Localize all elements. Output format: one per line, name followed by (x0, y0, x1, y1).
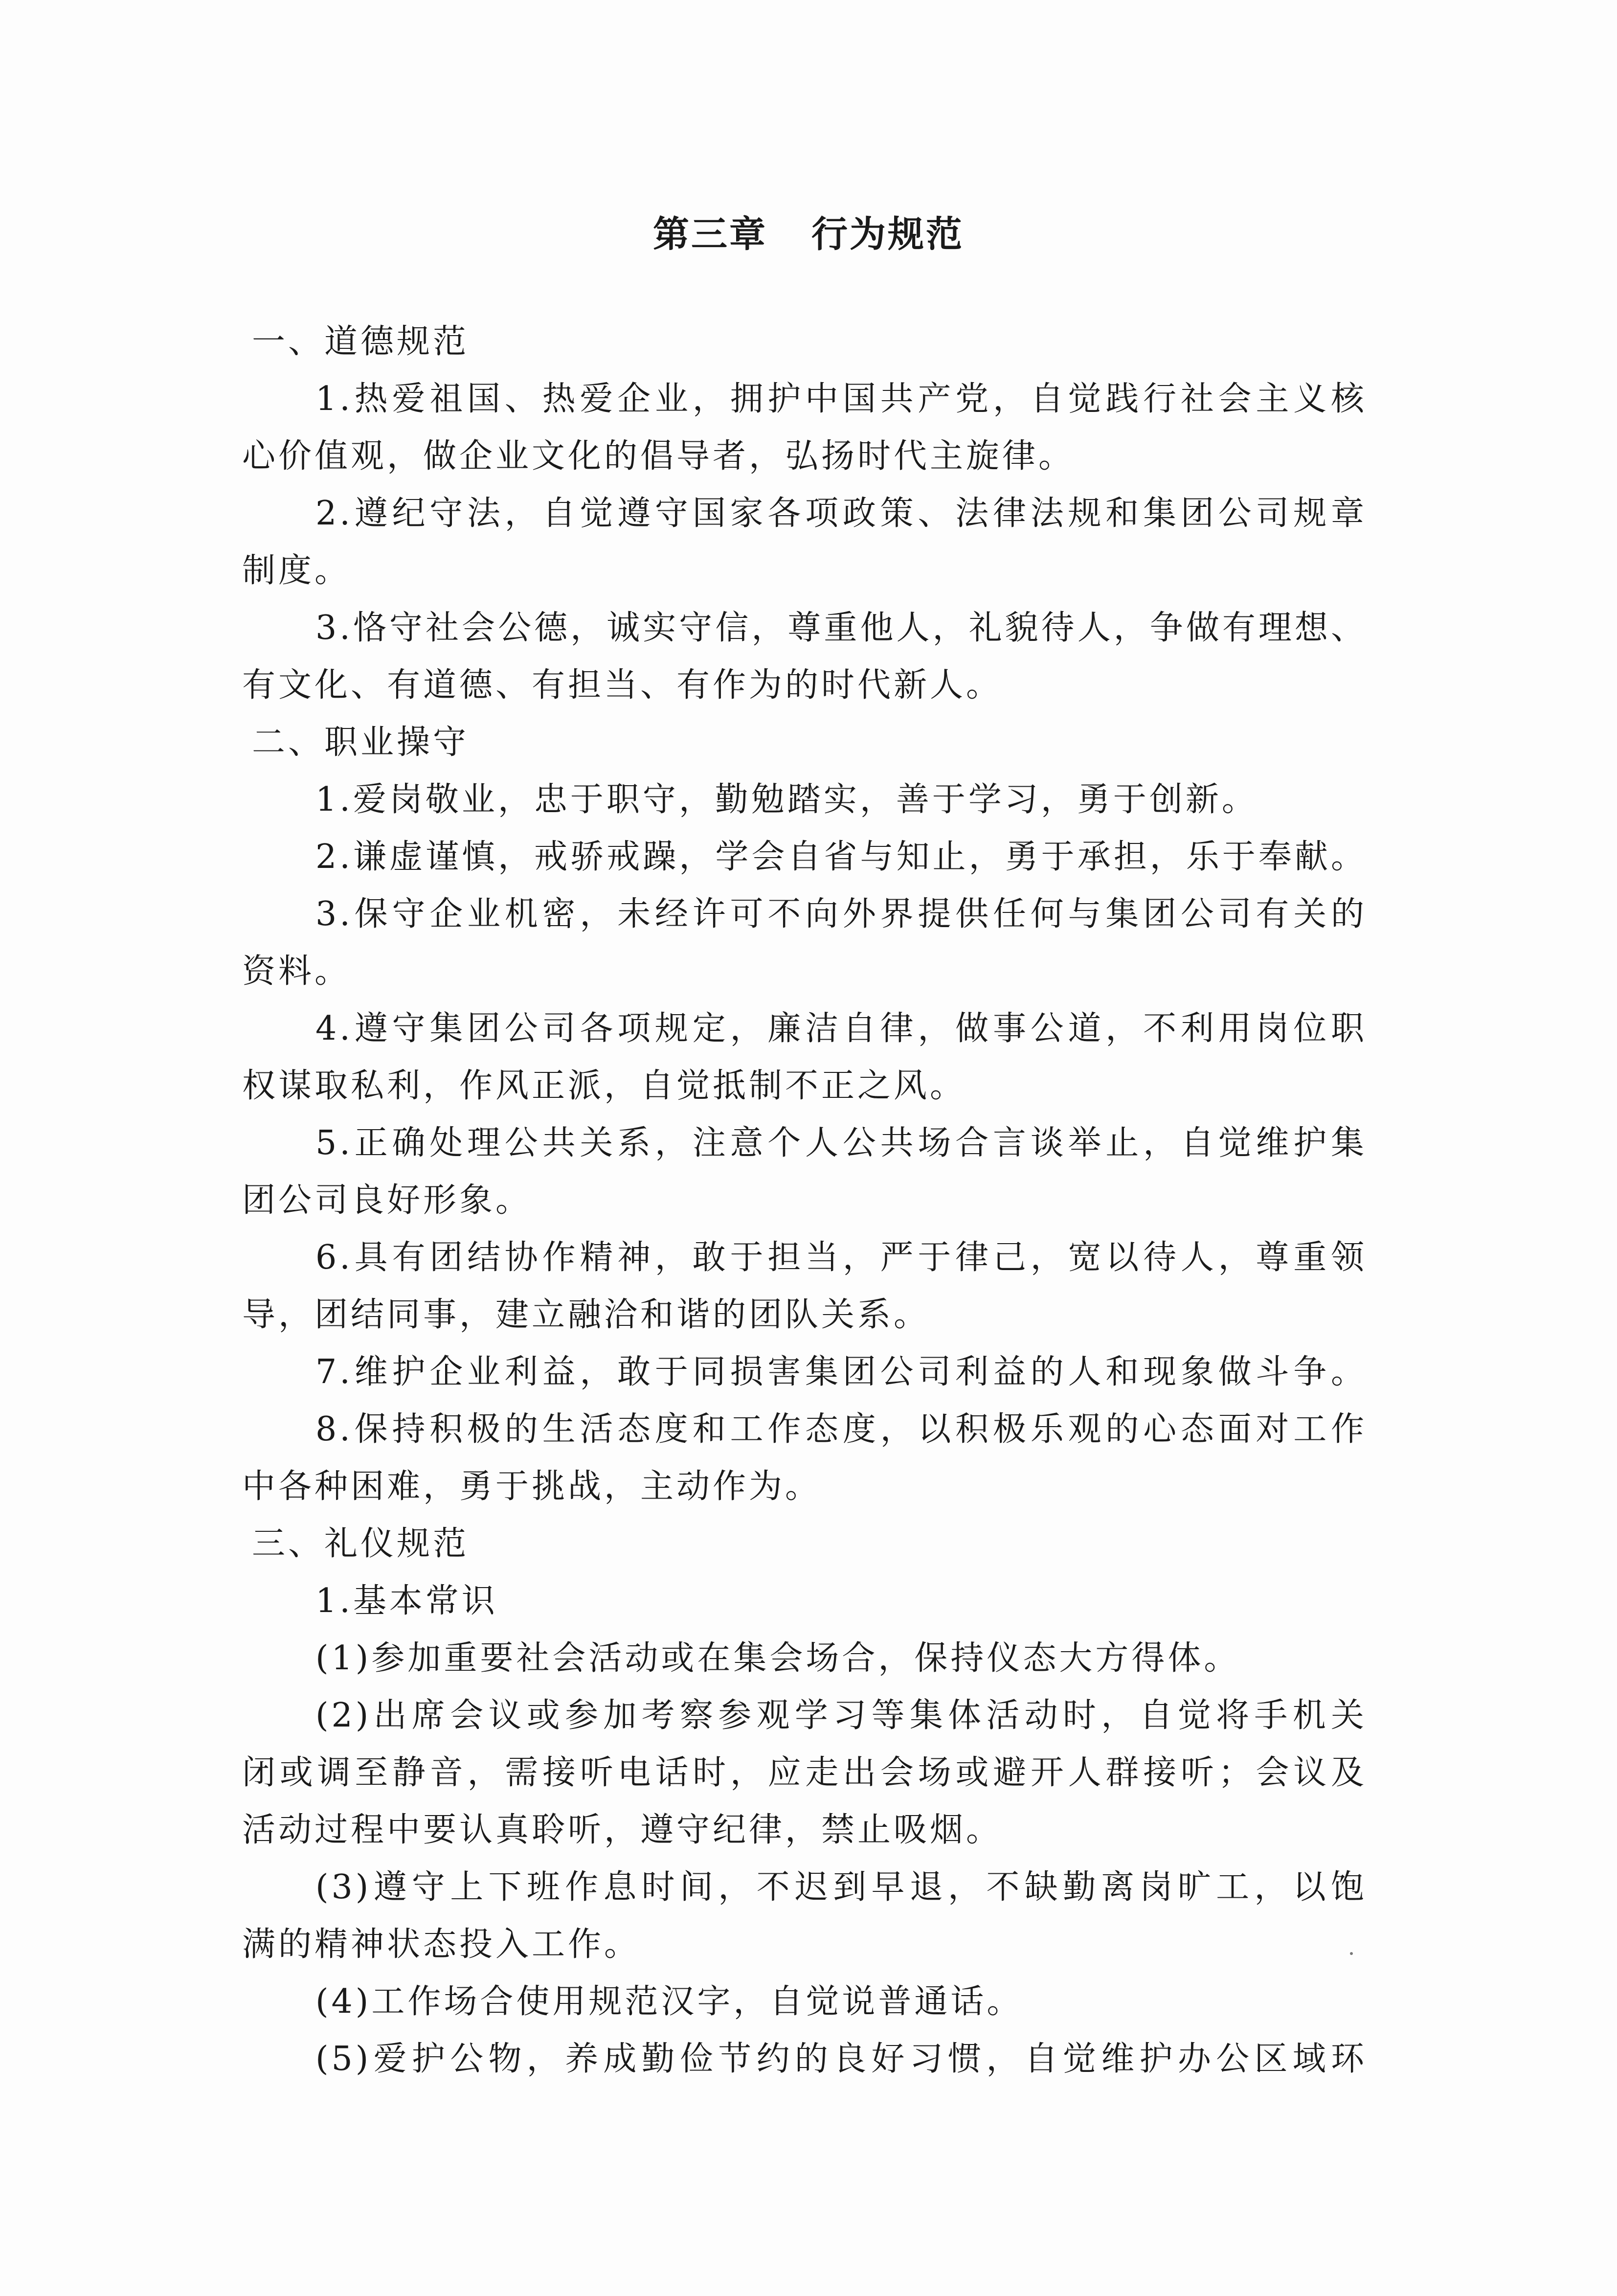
paragraph-line: 导，团结同事，建立融洽和谐的团队关系。 (242, 1296, 930, 1334)
paragraph-line: 制度。 (242, 551, 351, 590)
chapter-title (0, 205, 1617, 257)
section-heading-etiquette: 三、礼仪规范 (252, 1524, 470, 1563)
paragraph-line: 2.遵纪守法，自觉遵守国家各项政策、法律法规和集团公司规章 (315, 494, 1367, 533)
paragraph-line: 3.保守企业机密，未经许可不向外界提供任何与集团公司有关的 (315, 895, 1367, 933)
section-heading-professional: 二、职业操守 (252, 723, 470, 762)
subsection-heading: 1.基本常识 (315, 1582, 498, 1620)
paragraph-line: 1.爱岗敬业，忠于职守，勤勉踏实，善于学习，勇于创新。 (315, 780, 1258, 819)
paragraph-line: 2.谦虚谨慎，戒骄戒躁，学会自省与知止，勇于承担，乐于奉献。 (315, 838, 1367, 876)
paragraph-line: (4)工作场合使用规范汉字，自觉说普通话。 (315, 1982, 1023, 2021)
paragraph-line: 闭或调至静音，需接听电话时，应走出会场或避开人群接听；会议及 (242, 1753, 1367, 1792)
paragraph-line: 团公司良好形象。 (242, 1181, 532, 1220)
paragraph-line: 资料。 (242, 952, 351, 991)
chapter-name: 行为规范 (811, 213, 964, 255)
chapter-number: 第三章 (653, 213, 767, 255)
scan-speck (1350, 1952, 1353, 1955)
paragraph-line: 有文化、有道德、有担当、有作为的时代新人。 (242, 666, 1003, 705)
paragraph-line: (2)出席会议或参加考察参观学习等集体活动时，自觉将手机关 (315, 1696, 1367, 1735)
paragraph-line: 满的精神状态投入工作。 (242, 1925, 641, 1964)
document-body (242, 313, 1367, 2088)
paragraph-line: 活动过程中要认真聆听，遵守纪律，禁止吸烟。 (242, 1811, 1003, 1849)
paragraph-line: (3)遵守上下班作息时间，不迟到早退，不缺勤离岗旷工，以饱 (315, 1868, 1367, 1907)
paragraph-line: 中各种困难，勇于挑战，主动作为。 (242, 1467, 822, 1506)
paragraph-line: 权谋取私利，作风正派，自觉抵制不正之风。 (242, 1067, 966, 1105)
paragraph-line: 心价值观，做企业文化的倡导者，弘扬时代主旋律。 (242, 437, 1075, 476)
section-heading-ethics: 一、道德规范 (252, 322, 470, 361)
paragraph-line: 3.恪守社会公德，诚实守信，尊重他人，礼貌待人，争做有理想、 (315, 609, 1367, 647)
paragraph-line: 8.保持积极的生活态度和工作态度，以积极乐观的心态面对工作 (315, 1410, 1367, 1449)
paragraph-line: 7.维护企业利益，敢于同损害集团公司利益的人和现象做斗争。 (315, 1353, 1367, 1391)
paragraph-line: 4.遵守集团公司各项规定，廉洁自律，做事公道，不利用岗位职 (315, 1009, 1367, 1048)
paragraph-line: 1.热爱祖国、热爱企业，拥护中国共产党，自觉践行社会主义核 (315, 380, 1367, 418)
paragraph-line: 5.正确处理公共关系，注意个人公共场合言谈举止，自觉维护集 (315, 1124, 1367, 1162)
paragraph-line: (5)爱护公物，养成勤俭节约的良好习惯，自觉维护办公区域环 (315, 2040, 1367, 2078)
paragraph-line: 6.具有团结协作精神，敢于担当，严于律己，宽以待人，尊重领 (315, 1238, 1367, 1277)
paragraph-line: (1)参加重要社会活动或在集会场合，保持仪态大方得体。 (315, 1639, 1240, 1678)
